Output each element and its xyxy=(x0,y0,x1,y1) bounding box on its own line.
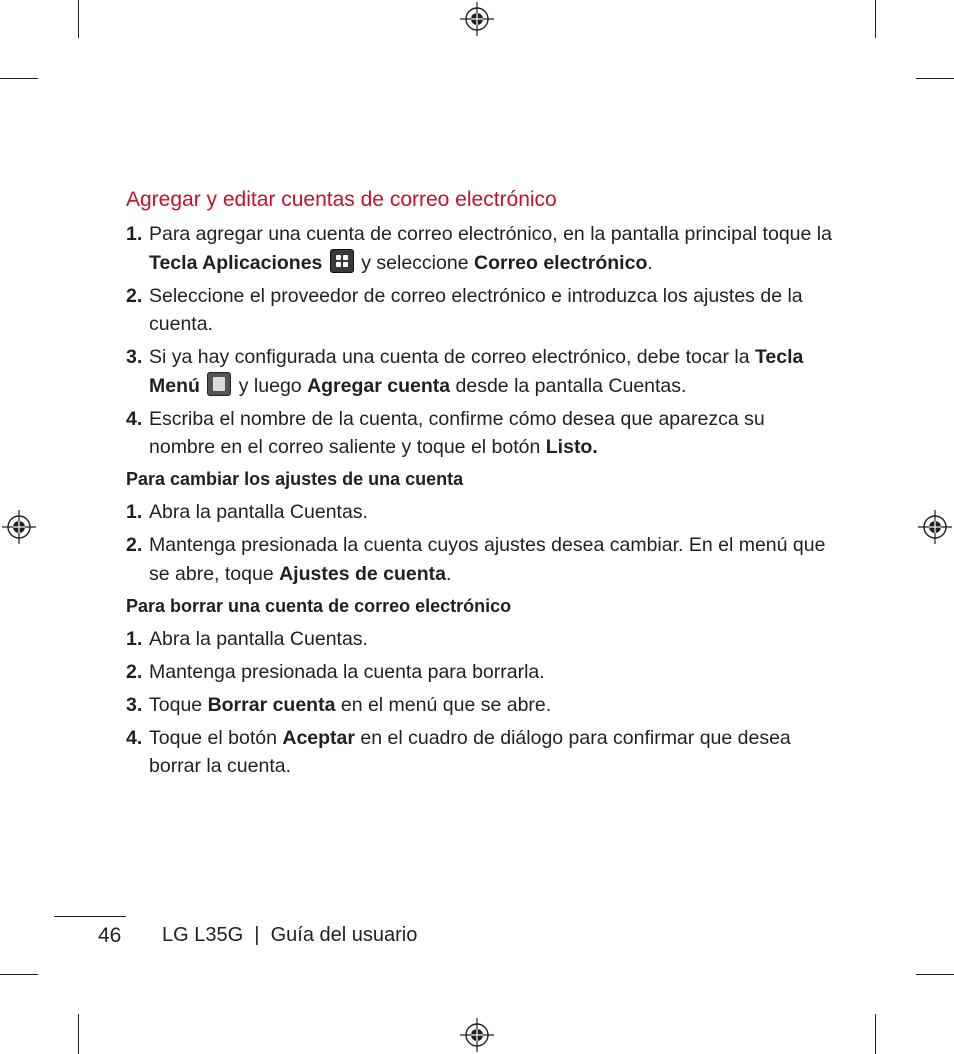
list-item xyxy=(126,405,836,462)
step-number: 4. xyxy=(126,407,143,430)
crop-mark xyxy=(78,0,79,38)
done-label: Listo. xyxy=(545,436,598,458)
delete-account-heading: Para borrar una cuenta de correo electrónico xyxy=(126,595,512,616)
crop-mark xyxy=(916,974,954,975)
step-number: 1. xyxy=(126,223,143,245)
step-number: 4. xyxy=(126,726,143,749)
menu-key-icon xyxy=(207,372,231,396)
add-account-steps xyxy=(126,220,836,462)
crop-mark xyxy=(0,78,38,79)
list-item xyxy=(126,220,836,277)
footer-divider xyxy=(54,916,126,917)
accept-label: Aceptar xyxy=(282,726,355,749)
crosshair-registration-icon xyxy=(2,510,36,544)
list-item xyxy=(126,658,836,687)
step-text: . xyxy=(647,251,653,274)
change-settings-steps xyxy=(126,498,836,588)
step-text: Si ya hay configurada una cuenta de correo electrónico, debe tocar la xyxy=(149,346,755,368)
step-text: Para agregar una cuenta de correo electrónico, en la pantalla principal toque la xyxy=(149,223,832,245)
step-text: Mantenga presionada la cuenta cuyos ajustes desea cambiar. En el menú que se abre, toque xyxy=(149,534,826,585)
step-text: Toque xyxy=(149,693,208,716)
crosshair-registration-icon xyxy=(460,2,494,36)
crosshair-registration-icon xyxy=(918,510,952,544)
crop-mark xyxy=(78,1014,79,1054)
step-text: y seleccione xyxy=(355,251,474,274)
page-number: 46 xyxy=(98,924,122,947)
step-number: 1. xyxy=(126,627,143,650)
step-text: Escriba el nombre de la cuenta, confirme cómo desea que aparezca su nombre en el correo saliente y toque el botón xyxy=(149,407,765,458)
crop-mark xyxy=(0,974,38,975)
list-item xyxy=(126,724,836,781)
step-number: 2. xyxy=(126,660,143,683)
footer-label: LG L35G | Guía del usuario xyxy=(162,924,418,946)
list-item xyxy=(126,691,836,720)
step-text: desde la pantalla Cuentas. xyxy=(450,374,687,397)
email-label: Correo electrónico xyxy=(473,251,648,274)
crop-mark xyxy=(875,1014,876,1054)
list-item xyxy=(126,531,836,588)
step-number: 2. xyxy=(126,284,143,307)
step-text: en el menú que se abre. xyxy=(335,693,552,716)
step-text: Abra la pantalla Cuentas. xyxy=(149,501,368,523)
change-settings-heading: Para cambiar los ajustes de una cuenta xyxy=(126,469,464,489)
page-content xyxy=(126,186,836,785)
list-item xyxy=(126,625,836,654)
step-text: Seleccione el proveedor de correo electrónico e introduzca los ajustes de la cuenta. xyxy=(149,284,803,335)
crosshair-registration-icon xyxy=(460,1018,494,1052)
step-text: y luego xyxy=(233,374,308,397)
step-text: en el cuadro de diálogo para confirmar que desea borrar la cuenta. xyxy=(149,726,791,777)
step-text: . xyxy=(445,562,452,585)
delete-account-steps xyxy=(126,625,836,781)
crop-mark xyxy=(875,0,876,38)
menu-key-label: Tecla Menú xyxy=(149,346,804,397)
step-number: 3. xyxy=(126,346,143,368)
step-text: Abra la pantalla Cuentas. xyxy=(149,627,368,650)
list-item xyxy=(126,282,836,339)
delete-account-label: Borrar cuenta xyxy=(207,693,336,716)
account-settings-label: Ajustes de cuenta xyxy=(279,562,446,585)
section-title: Agregar y editar cuentas de correo electrónico xyxy=(126,188,557,211)
step-text: Toque el botón xyxy=(149,726,283,749)
apps-grid-icon xyxy=(330,249,354,273)
step-text: Mantenga presionada la cuenta para borrarla. xyxy=(149,660,545,683)
step-number: 1. xyxy=(126,501,143,523)
crop-mark xyxy=(916,78,954,79)
list-item xyxy=(126,498,836,527)
add-account-label: Agregar cuenta xyxy=(307,374,451,397)
list-item xyxy=(126,343,836,400)
step-number: 2. xyxy=(126,534,143,556)
apps-key-label: Tecla Aplicaciones xyxy=(149,251,323,274)
step-number: 3. xyxy=(126,693,143,716)
